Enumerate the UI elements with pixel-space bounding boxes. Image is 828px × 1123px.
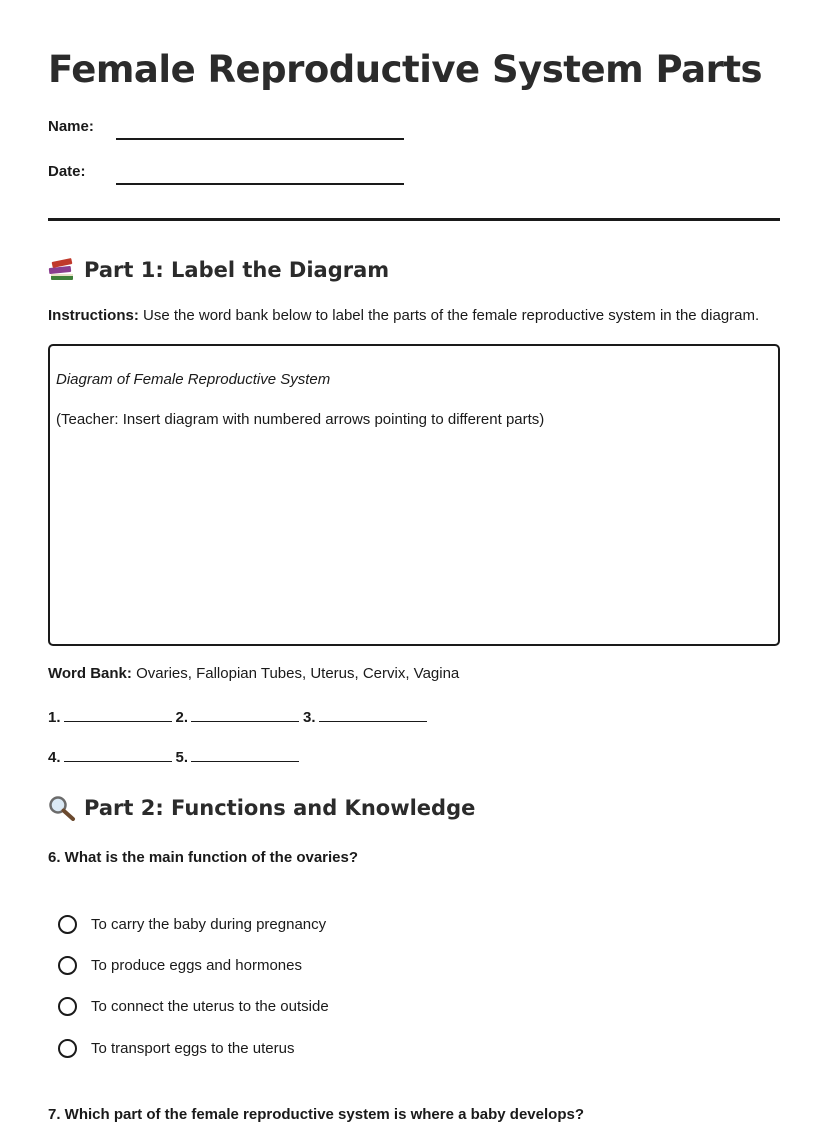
word-bank-text: Ovaries, Fallopian Tubes, Uterus, Cervix, Vagina	[131, 665, 460, 682]
diagram-caption: Diagram of Female Reproductive System	[56, 371, 331, 388]
books-icon	[48, 257, 76, 283]
label-blank-2[interactable]	[176, 709, 300, 726]
diagram-note: (Teacher: Insert diagram with numbered arrows pointing to different parts)	[56, 411, 545, 428]
label-blanks-row-1	[48, 709, 431, 726]
date-label: Date:	[48, 163, 86, 180]
q6-option-2[interactable]	[58, 953, 302, 977]
radio-button[interactable]	[58, 915, 77, 934]
q6-option-4[interactable]	[58, 1036, 294, 1060]
name-field-row	[48, 118, 408, 144]
q6-option-1[interactable]	[58, 912, 326, 936]
word-bank	[48, 665, 459, 682]
label-blank-5[interactable]	[176, 749, 300, 766]
label-blanks-row-2	[48, 749, 303, 766]
header-divider	[48, 218, 780, 221]
option-label: To carry the baby during pregnancy	[91, 915, 327, 933]
blank-line[interactable]	[64, 749, 172, 762]
radio-button[interactable]	[58, 997, 77, 1016]
blank-line[interactable]	[64, 709, 172, 722]
blank-number: 1.	[48, 709, 61, 726]
blank-number: 2.	[175, 709, 189, 726]
date-field[interactable]	[116, 183, 404, 185]
instructions-label: Instructions:	[48, 307, 139, 324]
name-field[interactable]	[116, 138, 404, 140]
blank-line[interactable]	[319, 709, 427, 722]
name-label: Name:	[48, 118, 94, 135]
question-7: 7. Which part of the female reproductive system is where a baby develops?	[48, 1106, 584, 1123]
blank-number: 3.	[303, 709, 316, 726]
question-6: 6. What is the main function of the ovaries?	[48, 849, 359, 866]
radio-button[interactable]	[58, 956, 77, 975]
part2-heading	[48, 795, 475, 821]
blank-line[interactable]	[191, 709, 299, 722]
word-bank-label: Word Bank:	[48, 665, 132, 682]
instructions-text: Use the word bank below to label the parts of the female reproductive system in the diagram.	[138, 307, 760, 324]
label-blank-3[interactable]	[303, 709, 427, 726]
label-blank-1[interactable]	[48, 709, 172, 726]
part1-heading-text: Part 1: Label the Diagram	[84, 258, 390, 282]
part1-heading	[48, 257, 389, 283]
date-field-row	[48, 163, 408, 189]
option-label: To connect the uterus to the outside	[91, 997, 329, 1015]
blank-number: 4.	[48, 749, 61, 766]
blank-line[interactable]	[191, 749, 299, 762]
page-title: Female Reproductive System Parts	[48, 48, 763, 91]
diagram-placeholder	[48, 344, 780, 646]
part1-instructions	[48, 307, 759, 324]
q6-option-3[interactable]	[58, 994, 329, 1018]
blank-number: 5.	[175, 749, 189, 766]
option-label: To produce eggs and hormones	[91, 956, 302, 974]
label-blank-4[interactable]	[48, 749, 172, 766]
magnifying-glass-icon	[48, 795, 76, 821]
radio-button[interactable]	[58, 1039, 77, 1058]
part2-heading-text: Part 2: Functions and Knowledge	[84, 796, 476, 820]
option-label: To transport eggs to the uterus	[91, 1039, 295, 1057]
